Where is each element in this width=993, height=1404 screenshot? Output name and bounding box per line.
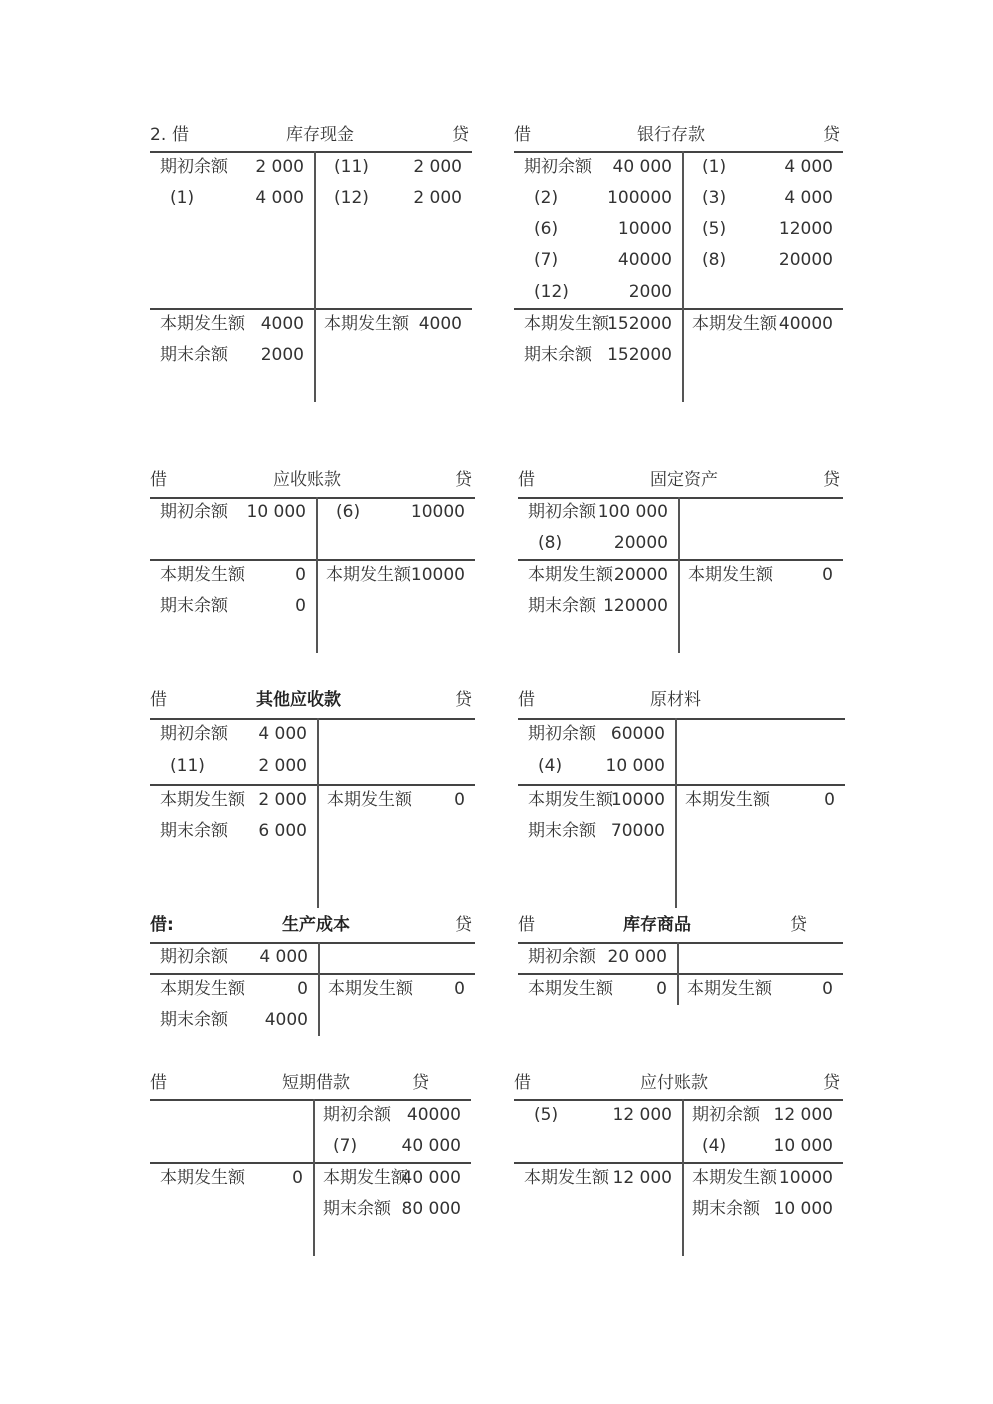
entry-label: 期初余额: [160, 157, 228, 177]
entry-label: (6): [336, 502, 361, 522]
mid-rule: [518, 784, 845, 786]
credit-label: 贷: [455, 470, 472, 490]
mid-rule: [150, 308, 472, 310]
entry-amount: 2 000: [413, 188, 462, 208]
account-title: 其他应收款: [256, 690, 341, 710]
entry-label: 期末余额: [160, 345, 228, 365]
debit-label: 借: [150, 1073, 167, 1093]
entry-amount: 40 000: [401, 1136, 461, 1156]
credit-label: 贷: [790, 915, 807, 935]
entry-amount: 40000: [778, 314, 833, 334]
entry-label: (6): [534, 219, 559, 239]
entry-amount: 2000: [260, 345, 304, 365]
entry-amount: 12 000: [612, 1105, 672, 1125]
entry-label: 期初余额: [160, 724, 228, 744]
entry-label: 本期发生额: [160, 314, 245, 334]
entry-amount: 2 000: [258, 756, 307, 776]
account-title: 生产成本: [282, 915, 350, 935]
entry-amount: 80 000: [401, 1199, 461, 1219]
entry-amount: 4000: [418, 314, 462, 334]
account-title: 应付账款: [640, 1073, 708, 1093]
entry-label: (7): [534, 250, 559, 270]
top-rule: [518, 718, 845, 720]
entry-label: (12): [534, 282, 569, 302]
entry-label: 期初余额: [528, 502, 596, 522]
entry-amount: 10 000: [246, 502, 306, 522]
entry-amount: 40 000: [612, 157, 672, 177]
entry-amount: 40 000: [401, 1168, 461, 1188]
entry-label: 本期发生额: [524, 314, 609, 334]
entry-label: (1): [702, 157, 727, 177]
credit-label: 贷: [412, 1073, 429, 1093]
entry-label: 期末余额: [692, 1199, 760, 1219]
entry-label: 期末余额: [160, 1010, 228, 1030]
entry-amount: 20000: [613, 533, 668, 553]
credit-label: 贷: [455, 915, 472, 935]
entry-label: 本期发生额: [326, 565, 411, 585]
t-divider: [317, 718, 319, 908]
credit-label: 贷: [455, 690, 472, 710]
account-title: 应收账款: [273, 470, 341, 490]
entry-label: 本期发生额: [685, 790, 770, 810]
debit-label: 借: [150, 470, 167, 490]
entry-amount: 0: [295, 565, 306, 585]
entry-label: 本期发生额: [160, 1168, 245, 1188]
top-rule: [150, 1099, 471, 1101]
entry-label: 期末余额: [528, 596, 596, 616]
entry-amount: 4 000: [255, 188, 304, 208]
entry-label: (1): [170, 188, 195, 208]
entry-label: 期初余额: [160, 947, 228, 967]
entry-label: (4): [538, 756, 563, 776]
entry-amount: 100 000: [597, 502, 668, 522]
entry-amount: 10000: [410, 565, 465, 585]
entry-amount: 20000: [778, 250, 833, 270]
entry-label: 期末余额: [528, 821, 596, 841]
entry-label: (11): [334, 157, 369, 177]
entry-amount: 12 000: [773, 1105, 833, 1125]
entry-amount: 2 000: [255, 157, 304, 177]
credit-label: 贷: [823, 125, 840, 145]
debit-label: 借: [514, 1073, 531, 1093]
entry-label: (3): [702, 188, 727, 208]
entry-amount: 4 000: [784, 188, 833, 208]
entry-amount: 20000: [613, 565, 668, 585]
entry-label: 期末余额: [160, 821, 228, 841]
entry-amount: 4 000: [784, 157, 833, 177]
credit-label: 贷: [823, 1073, 840, 1093]
entry-label: 期末余额: [524, 345, 592, 365]
credit-label: 贷: [823, 470, 840, 490]
account-title: 库存现金: [286, 125, 354, 145]
account-title: 固定资产: [650, 470, 718, 490]
entry-amount: 2 000: [258, 790, 307, 810]
mid-rule: [150, 784, 475, 786]
mid-rule: [150, 973, 475, 975]
entry-amount: 10 000: [773, 1199, 833, 1219]
entry-label: 本期发生额: [524, 1168, 609, 1188]
entry-amount: 10000: [617, 219, 672, 239]
entry-amount: 0: [292, 1168, 303, 1188]
entry-label: 本期发生额: [688, 565, 773, 585]
entry-amount: 0: [297, 979, 308, 999]
entry-amount: 120000: [603, 596, 668, 616]
entry-label: 期初余额: [692, 1105, 760, 1125]
debit-label: 借: [150, 690, 167, 710]
entry-amount: 20 000: [607, 947, 667, 967]
entry-label: (5): [534, 1105, 559, 1125]
entry-amount: 0: [295, 596, 306, 616]
entry-label: 期末余额: [323, 1199, 391, 1219]
account-title: 银行存款: [637, 125, 705, 145]
top-rule: [518, 497, 843, 499]
entry-amount: 0: [822, 565, 833, 585]
entry-label: 本期发生额: [327, 790, 412, 810]
entry-label: (2): [534, 188, 559, 208]
top-rule: [518, 942, 843, 944]
debit-label: 借: [514, 125, 531, 145]
entry-amount: 10 000: [605, 756, 665, 776]
entry-label: 本期发生额: [160, 565, 245, 585]
entry-label: 本期发生额: [692, 1168, 777, 1188]
entry-label: 本期发生额: [160, 979, 245, 999]
entry-amount: 6 000: [258, 821, 307, 841]
account-title: 短期借款: [282, 1073, 350, 1093]
top-rule: [150, 718, 475, 720]
entry-label: 期初余额: [528, 947, 596, 967]
entry-amount: 0: [822, 979, 833, 999]
entry-amount: 60000: [610, 724, 665, 744]
entry-label: 本期发生额: [328, 979, 413, 999]
entry-amount: 0: [454, 979, 465, 999]
entry-amount: 70000: [610, 821, 665, 841]
entry-label: 期初余额: [528, 724, 596, 744]
top-rule: [150, 151, 472, 153]
entry-label: (12): [334, 188, 369, 208]
entry-label: (4): [702, 1136, 727, 1156]
mid-rule: [518, 559, 843, 561]
entry-amount: 4 000: [259, 947, 308, 967]
entry-amount: 10 000: [773, 1136, 833, 1156]
entry-label: 期初余额: [524, 157, 592, 177]
credit-label: 贷: [452, 125, 469, 145]
entry-label: 本期发生额: [323, 1168, 408, 1188]
entry-amount: 2000: [628, 282, 672, 302]
debit-label: 借: [518, 470, 535, 490]
mid-rule: [514, 308, 843, 310]
top-rule: [514, 1099, 843, 1101]
entry-amount: 4 000: [258, 724, 307, 744]
entry-label: (7): [333, 1136, 358, 1156]
entry-label: 本期发生额: [528, 979, 613, 999]
t-divider: [675, 718, 677, 908]
entry-amount: 12000: [778, 219, 833, 239]
entry-amount: 4000: [260, 314, 304, 334]
top-rule: [514, 151, 843, 153]
entry-label: (8): [538, 533, 563, 553]
entry-label: 本期发生额: [324, 314, 409, 334]
top-rule: [150, 497, 475, 499]
entry-amount: 4000: [264, 1010, 308, 1030]
entry-label: 本期发生额: [528, 565, 613, 585]
entry-amount: 10000: [610, 790, 665, 810]
account-title: 库存商品: [623, 915, 691, 935]
entry-label: 本期发生额: [160, 790, 245, 810]
top-rule: [150, 942, 475, 944]
entry-label: (11): [170, 756, 205, 776]
entry-amount: 0: [454, 790, 465, 810]
entry-amount: 152000: [607, 314, 672, 334]
entry-label: 期初余额: [160, 502, 228, 522]
entry-amount: 0: [824, 790, 835, 810]
entry-label: 本期发生额: [687, 979, 772, 999]
entry-label: 本期发生额: [692, 314, 777, 334]
entry-amount: 0: [656, 979, 667, 999]
entry-amount: 10000: [410, 502, 465, 522]
entry-label: 本期发生额: [528, 790, 613, 810]
entry-amount: 12 000: [612, 1168, 672, 1188]
mid-rule: [150, 559, 475, 561]
debit-label: 借: [518, 915, 535, 935]
entry-amount: 40000: [617, 250, 672, 270]
entry-label: (5): [702, 219, 727, 239]
account-title: 原材料: [650, 690, 701, 710]
section-number: 2.: [150, 125, 167, 145]
mid-rule: [518, 973, 843, 975]
entry-label: 期初余额: [323, 1105, 391, 1125]
mid-rule: [514, 1162, 843, 1164]
debit-label: 借: [172, 125, 189, 145]
entry-amount: 40000: [406, 1105, 461, 1125]
entry-amount: 10000: [778, 1168, 833, 1188]
mid-rule: [150, 1162, 471, 1164]
entry-amount: 152000: [607, 345, 672, 365]
entry-label: 期末余额: [160, 596, 228, 616]
debit-label: 借: [518, 690, 535, 710]
debit-label: 借:: [150, 915, 174, 935]
entry-amount: 2 000: [413, 157, 462, 177]
entry-amount: 100000: [607, 188, 672, 208]
entry-label: (8): [702, 250, 727, 270]
